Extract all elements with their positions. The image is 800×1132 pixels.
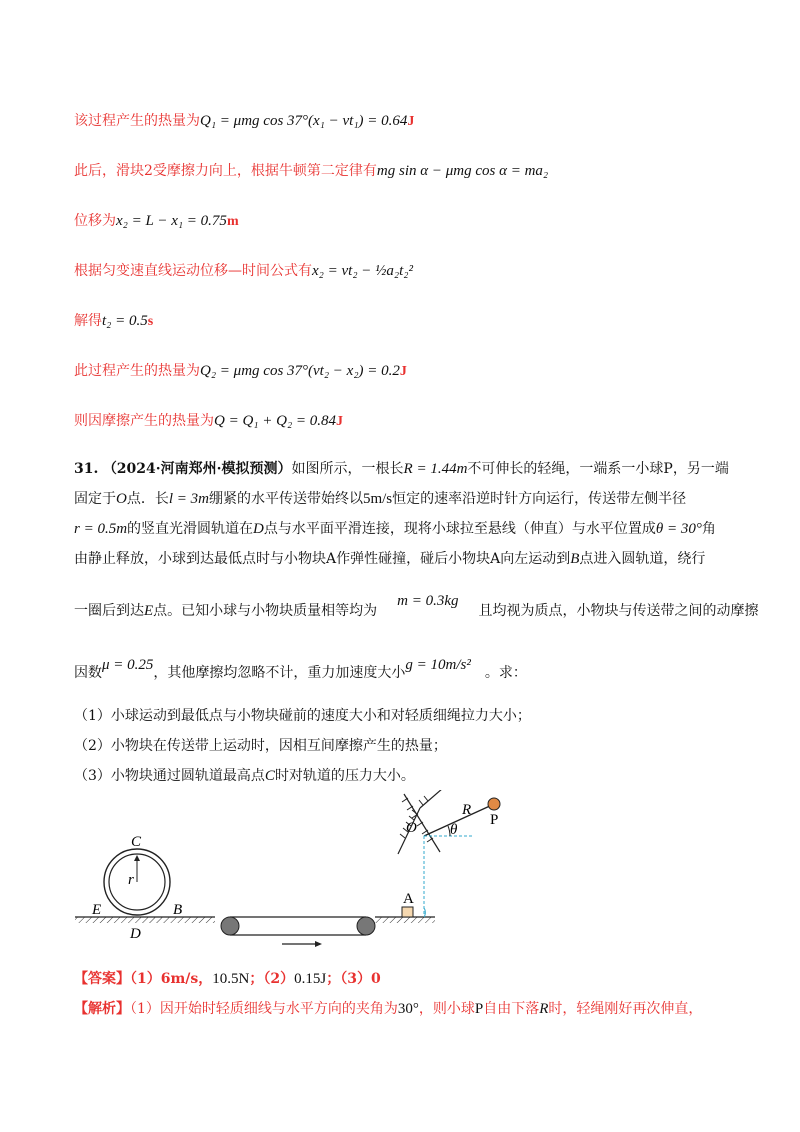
subquestion-1: （1）小球运动到最低点与小物块碰前的速度大小和对轻质细绳拉力大小； [74,708,531,724]
equation: 30° [397,1001,419,1017]
analysis-text: （1）因开始时轻质细线与水平方向的夹角为 [130,1001,398,1017]
label-r: r [128,872,134,888]
question-line-3 [74,518,716,538]
answer-text: （1）6m/s， [130,971,213,987]
subquestion-2: （2）小物块在传送带上运动时，因相互间摩擦产生的热量； [74,738,447,754]
label-o: O [406,820,417,836]
equation: m = 0.3kg [397,593,459,609]
question-text: 一圈后到达 [74,603,144,619]
question-text: 时对轨道的压力大小。 [274,768,415,784]
equation: μ = 0.25 [102,657,154,673]
ball-p [488,798,500,810]
math-symbol: R [539,1001,549,1017]
solution-line-7 [74,410,343,430]
solution-text: 则因摩擦产生的热量为 [74,413,214,429]
equation: mg sin α − μmg cos α = ma₂ [376,163,549,179]
equation: 0.15J [294,971,327,987]
question-line-1 [74,458,729,478]
subquestion-3 [74,765,415,785]
math-symbol: P [474,1001,484,1017]
pendulum-diagram [380,790,510,930]
solution-line-2 [74,160,548,180]
math-symbol: B [570,551,580,567]
equation: 5m/s [362,491,393,507]
analysis-text: 时，轻绳刚好再次伸直， [548,1001,703,1017]
equation: Q = Q₁ + Q₂ = 0.84 [214,413,337,429]
equation: x₂ = vt₂ − ½a₂t₂² [312,263,414,279]
analysis-line [74,998,702,1018]
equation: Q₂ = μmg cos 37°(vt₂ − x₂) = 0.2 [200,363,400,379]
equation: l = 3m [168,491,209,507]
question-text: 角 [701,521,716,537]
equation: Q₁ = μmg cos 37°(x₁ − vt₁) = 0.64 [200,113,408,129]
question-line-5 [74,593,759,620]
unit: s [147,314,154,329]
label-b: B [173,902,183,918]
question-text: 。求： [484,665,527,681]
question-text: 不可伸长的轻绳，一端系一小球P，另一端 [467,461,729,477]
unit: J [336,414,344,429]
solution-line-1 [74,110,414,130]
answer-text: ；（3）0 [326,971,381,987]
equation: θ = 30° [655,521,702,537]
analysis-text: ，则小球 [418,1001,475,1017]
label-d: D [130,926,141,942]
analysis-text: 自由下落 [483,1001,540,1017]
question-text: 因数 [74,665,102,681]
question-line-4 [74,548,705,568]
equation: R = 1.44m [403,461,468,477]
label-e: E [92,902,102,918]
equation: r = 0.5m [74,521,128,537]
question-text: 由静止释放，小球到达最低点时与小物块A作弹性碰撞，碰后小物块A向左运动到 [74,551,571,567]
question-line-2 [74,488,686,508]
math-symbol: O [116,491,127,507]
question-text: 绷紧的水平传送带始终以 [208,491,363,507]
answer-tag: 【答案】 [74,971,130,987]
rope [424,805,492,836]
question-line-6 [74,657,527,682]
math-symbol: D [253,521,264,537]
solution-text: 根据匀变速直线运动位移—时间公式有 [74,263,312,279]
analysis-tag: 【解析】 [74,1001,130,1017]
solution-text: 此过程产生的热量为 [74,363,200,379]
question-text: ，其他摩擦均忽略不计，重力加速度大小 [153,665,406,681]
question-text: 点与水平面平滑连接，现将小球拉至悬线（伸直）与水平位置成 [263,521,656,537]
solution-line-3 [74,210,239,230]
label-r-rope: R [462,802,472,818]
label-theta: θ [450,822,458,838]
circular-track [104,849,170,915]
solution-text: 位移为 [74,213,116,229]
question-text: 如图所示，一根长 [291,461,404,477]
conveyor-belt [221,917,375,947]
equation: t₂ = 0.5 [102,313,148,329]
solution-text: 解得 [74,313,102,329]
question-text: 固定于 [74,491,116,507]
unit: m [226,214,239,229]
question-text: （3）小物块通过圆轨道最高点 [74,768,265,784]
solution-text: 此后，滑块2受摩擦力向上，根据牛顿第二定律有 [74,163,377,179]
question-text: 且均视为质点，小物块与传送带之间的动摩擦 [478,603,759,619]
question-number: 31. [74,461,99,477]
solution-line-6 [74,360,407,380]
solution-line-4 [74,260,413,280]
label-a: A [403,891,414,907]
solution-text: 该过程产生的热量为 [74,113,200,129]
equation: g = 10m/s² [405,657,471,673]
solution-line-5 [74,310,153,330]
label-p: P [490,812,499,828]
question-text: 点进入圆轨道，绕行 [579,551,706,567]
question-text: 点。已知小球与小物块质量相等均为 [153,603,378,619]
question-text: 点．长 [126,491,169,507]
equation: 10.5N [212,971,250,987]
answer-text: ；（2） [249,971,295,987]
unit: J [407,114,415,129]
question-source: （2024·河南郑州·模拟预测） [102,461,292,477]
math-symbol: C [264,768,275,784]
question-text: 的竖直光滑圆轨道在 [127,521,254,537]
unit: J [399,364,407,379]
answer-line [74,968,381,988]
equation: x₂ = L − x₁ = 0.75 [116,213,227,229]
question-text: 恒定的速率沿逆时针方向运行，传送带左侧半径 [392,491,687,507]
label-c: C [131,834,142,850]
math-symbol: E [144,603,154,619]
